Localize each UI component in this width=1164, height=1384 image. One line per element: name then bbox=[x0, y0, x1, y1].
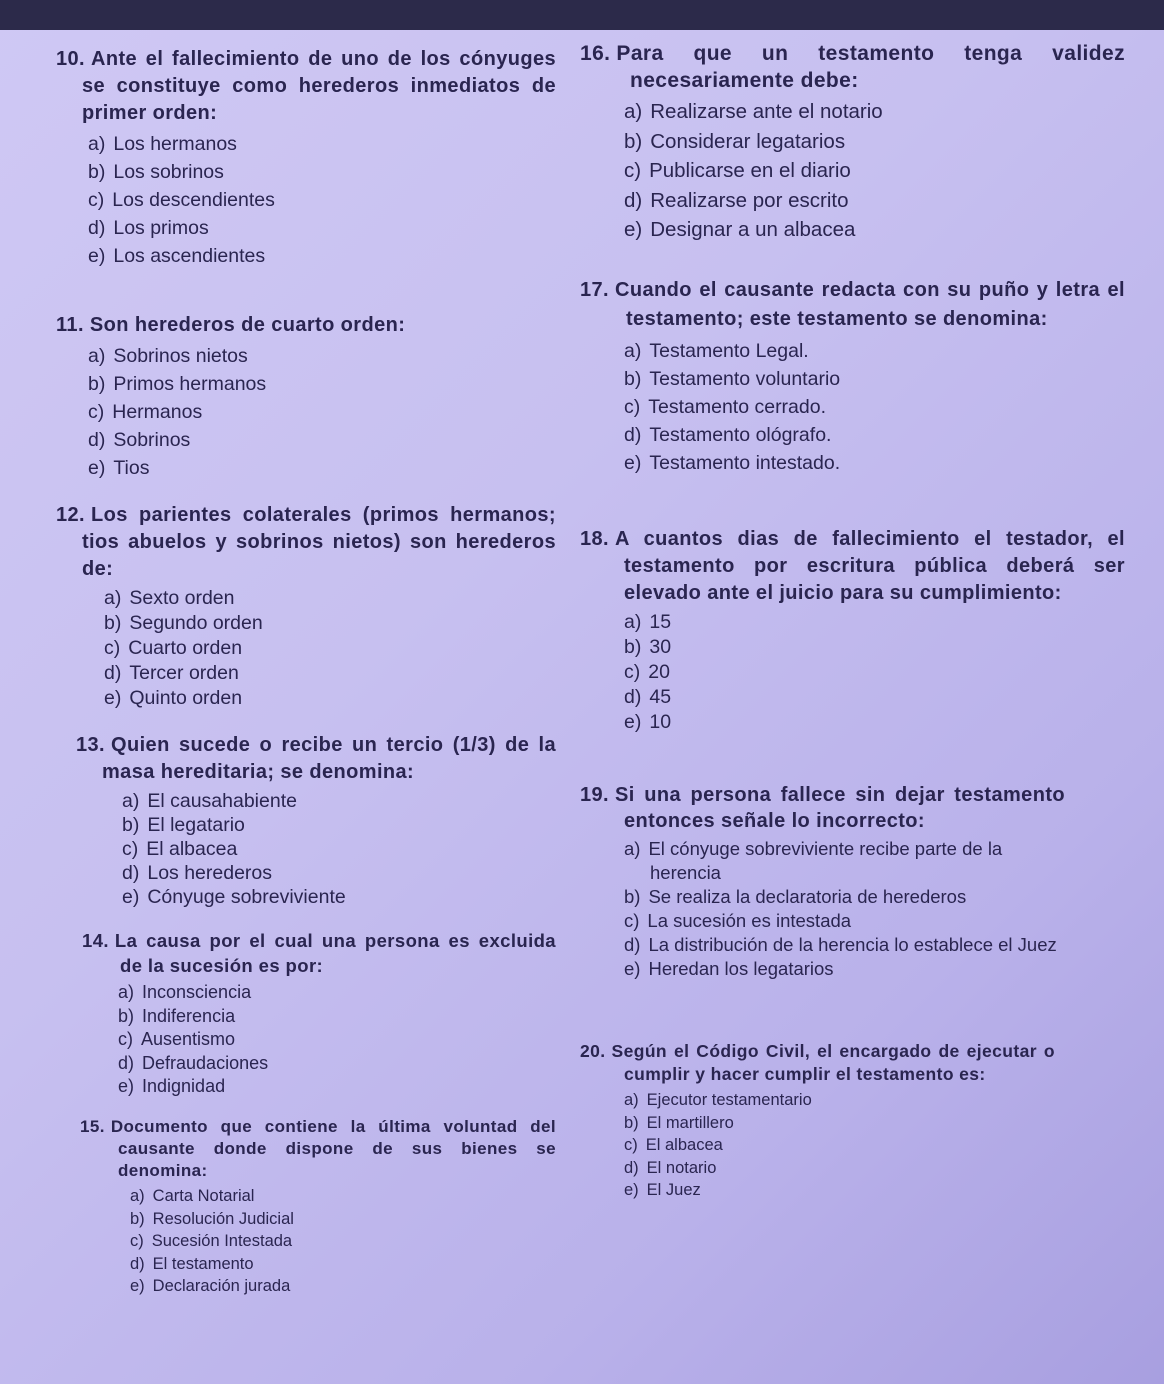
option-c: c) Cuarto orden bbox=[104, 637, 243, 659]
question-13 bbox=[56, 732, 556, 909]
question-text: 15. Documento que contiene la última voluntad del causante donde dispone de sus bienes se denomina: bbox=[80, 1117, 556, 1180]
question-17 bbox=[580, 276, 1125, 477]
option-e: e) Indignidad bbox=[118, 1076, 226, 1096]
question-19 bbox=[580, 782, 1125, 981]
top-dark-strip bbox=[0, 0, 1164, 30]
option-e: e) Cónyuge sobreviviente bbox=[122, 886, 346, 908]
option-d: d) El notario bbox=[624, 1158, 717, 1177]
question-text: 17. Cuando el causante redacta con su puño y letra el testamento; este testamento se denomina: bbox=[580, 279, 1125, 330]
option-e: e) Tios bbox=[88, 457, 150, 479]
option-e: e) Declaración jurada bbox=[130, 1277, 291, 1295]
option-b: b) Testamento voluntario bbox=[624, 368, 841, 390]
option-c: c) Publicarse en el diario bbox=[624, 159, 851, 182]
option-b: b) Los sobrinos bbox=[88, 161, 224, 183]
option-a: a) Inconsciencia bbox=[118, 982, 252, 1002]
question-text: 12. Los parientes colaterales (primos hermanos; tios abuelos y sobrinos nietos) son herederos de: bbox=[56, 504, 556, 580]
option-c: c) La sucesión es intestada bbox=[624, 910, 852, 931]
question-15 bbox=[56, 1116, 556, 1298]
option-d: d) 45 bbox=[624, 686, 672, 708]
option-e: e) Heredan los legatarios bbox=[624, 958, 834, 979]
question-text: 11. Son herederos de cuarto orden: bbox=[56, 314, 406, 336]
option-c: c) Ausentismo bbox=[118, 1029, 236, 1049]
option-e: e) Testamento intestado. bbox=[624, 452, 841, 474]
option-a: a) Carta Notarial bbox=[130, 1187, 255, 1205]
question-18 bbox=[580, 526, 1125, 735]
question-text: 14. La causa por el cual una persona es excluida de la sucesión es por: bbox=[82, 930, 556, 976]
option-a: a) Sexto orden bbox=[104, 587, 235, 609]
question-16 bbox=[580, 40, 1125, 245]
question-text: 16. Para que un testamento tenga validez necesariamente debe: bbox=[580, 42, 1125, 92]
option-b: b) El martillero bbox=[624, 1113, 734, 1132]
option-a: a) Sobrinos nietos bbox=[88, 345, 248, 367]
question-11 bbox=[56, 312, 556, 482]
option-d: d) Defraudaciones bbox=[118, 1052, 269, 1073]
option-d: d) Los primos bbox=[88, 217, 209, 239]
option-b: b) Considerar legatarios bbox=[624, 129, 846, 153]
question-text: 19. Si una persona fallece sin dejar testamento entonces señale lo incorrecto: bbox=[580, 784, 1065, 832]
option-a: a) Testamento Legal. bbox=[624, 340, 809, 362]
option-c: c) Hermanos bbox=[88, 401, 203, 423]
question-14 bbox=[56, 928, 556, 1099]
option-c: c) Los descendientes bbox=[88, 189, 275, 211]
question-20 bbox=[580, 1040, 1125, 1202]
option-c: c) El albacea bbox=[122, 838, 238, 860]
option-e: e) 10 bbox=[624, 711, 672, 733]
option-e: e) El Juez bbox=[624, 1181, 701, 1199]
option-c: c) Sucesión Intestada bbox=[130, 1232, 293, 1250]
question-text: 20. Según el Código Civil, el encargado de ejecutar o cumplir y hacer cumplir el testamento es: bbox=[580, 1041, 1055, 1084]
option-e: e) Quinto orden bbox=[104, 687, 243, 709]
option-b: b) Primos hermanos bbox=[88, 373, 267, 395]
option-b: b) Resolución Judicial bbox=[130, 1209, 294, 1228]
option-d: d) Realizarse por escrito bbox=[624, 188, 849, 212]
option-b: b) El legatario bbox=[122, 814, 245, 836]
question-10 bbox=[56, 46, 556, 270]
question-12 bbox=[56, 502, 556, 711]
option-c: c) Testamento cerrado. bbox=[624, 396, 827, 418]
option-d: d) Los herederos bbox=[122, 862, 273, 884]
option-b: b) 30 bbox=[624, 636, 672, 658]
question-text: 10. Ante el fallecimiento de uno de los cónyuges se constituye como herederos inmediatos de primer orden: bbox=[56, 48, 556, 124]
option-a: a) Ejecutor testamentario bbox=[624, 1091, 812, 1109]
question-text: 13. Quien sucede o recibe un tercio (1/3) de la masa hereditaria; se denomina: bbox=[76, 734, 556, 783]
option-c: c) 20 bbox=[624, 661, 670, 683]
option-d: d) Testamento ológrafo. bbox=[624, 424, 832, 446]
option-c: c) El albacea bbox=[624, 1136, 723, 1154]
option-a: a) Los hermanos bbox=[88, 133, 237, 155]
option-a: a) Realizarse ante el notario bbox=[624, 100, 883, 123]
option-d: d) La distribución de la herencia lo establece el Juez bbox=[624, 934, 1057, 955]
option-a: a) El causahabiente bbox=[122, 790, 297, 812]
option-e: e) Los ascendientes bbox=[88, 245, 266, 267]
option-d: d) Tercer orden bbox=[104, 662, 239, 684]
option-b: b) Segundo orden bbox=[104, 612, 263, 634]
option-b: b) Se realiza la declaratoria de herederos bbox=[624, 886, 967, 907]
option-e: e) Designar a un albacea bbox=[624, 218, 856, 241]
question-text: 18. A cuantos dias de fallecimiento el testador, el testamento por escritura pública deberá ser elevado ante el juicio para su cumplimiento: bbox=[580, 528, 1125, 604]
option-d: d) El testamento bbox=[130, 1254, 254, 1273]
option-d: d) Sobrinos bbox=[88, 429, 191, 451]
option-a: a) 15 bbox=[624, 611, 672, 633]
option-a: a) El cónyuge sobreviviente recibe parte de la herencia bbox=[624, 838, 1003, 883]
option-b: b) Indiferencia bbox=[118, 1005, 236, 1026]
